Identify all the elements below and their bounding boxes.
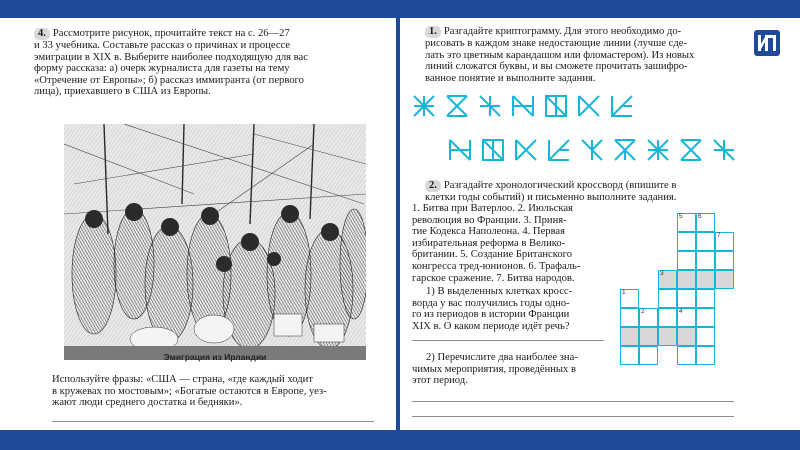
emigration-engraving-image — [64, 124, 366, 360]
phrases-line: жают люди среднего достатка и бедняки». — [52, 397, 243, 409]
task4-line: лица), приехавшего в США из Европы. — [34, 86, 211, 98]
clue-line: конгресса тред-юнионов. 6. Трафаль- — [412, 260, 581, 272]
sub1-line: XIX в. О каком периоде идёт речь? — [412, 320, 570, 332]
crossword-cell[interactable] — [715, 270, 734, 289]
crossword-number: 2 — [641, 308, 645, 315]
publisher-logo-icon — [754, 30, 780, 56]
task4-line: и 33 учебника. Составьте рассказ о причинах и процессе — [34, 40, 291, 51]
crossword-cell[interactable] — [620, 346, 639, 365]
publisher-logo — [754, 30, 780, 56]
crossword-cell[interactable] — [658, 289, 677, 308]
crossword-cell[interactable] — [696, 251, 715, 270]
clue-line: 1. Битва при Ватерлоо. 2. Июльская — [412, 203, 573, 214]
task4-line: форму рассказа: а) очерк журналиста для газеты на тему — [34, 63, 290, 75]
cryptogram-sign — [445, 94, 469, 118]
cryptogram-sign — [511, 94, 535, 118]
task2-line: Разгадайте хронологический кроссворд (впишите в — [443, 180, 677, 191]
cryptogram-sign — [448, 138, 472, 162]
task2-intro — [425, 180, 737, 204]
crossword-number: 6 — [698, 213, 702, 220]
task4-number: 4. — [34, 28, 50, 40]
crossword-cell[interactable] — [620, 327, 639, 346]
phrases-line: Используйте фразы: «США — страна, «где каждый ходит — [52, 374, 313, 385]
crossword-cell[interactable] — [677, 232, 696, 251]
crossword-cell[interactable] — [639, 346, 658, 365]
cryptogram-sign — [577, 94, 601, 118]
task1-line: ванное понятие и выполните задания. — [425, 72, 596, 84]
clue-line: избирательная реформа в Велико- — [412, 237, 566, 249]
task2-sub1 — [412, 286, 608, 332]
answer-line — [412, 340, 604, 341]
cryptogram-sign — [712, 138, 736, 162]
sub2-line: чимых мероприятия, проведённых в — [412, 363, 577, 375]
phrases-line: в кружевах по мостовым»; «Богатые остаются в Европе, уез- — [52, 385, 327, 397]
cryptogram-sign — [547, 138, 571, 162]
task4-line: «Отречение от Европы»; б) рассказ иммигранта (от первого — [34, 74, 304, 86]
crossword-cell[interactable] — [677, 346, 696, 365]
crossword-cell[interactable] — [696, 308, 715, 327]
crossword-cell[interactable] — [696, 232, 715, 251]
crossword-cell[interactable] — [696, 289, 715, 308]
task2-clues — [412, 203, 608, 284]
clue-line: революция во Франции. 3. Приня- — [412, 214, 567, 226]
crossword-cell[interactable] — [658, 308, 677, 327]
crossword-cell[interactable] — [658, 327, 677, 346]
task2-sub2 — [412, 352, 608, 387]
task1-line: рисовать в каждом знаке недостающие линии (лучше сде- — [425, 38, 687, 49]
task2-number: 2. — [425, 180, 441, 192]
answer-line — [52, 421, 374, 422]
clue-line: британии. 5. Создание Британского — [412, 249, 573, 261]
cryptogram-sign — [514, 138, 538, 162]
cryptogram-sign — [610, 94, 634, 118]
cryptogram-sign — [613, 138, 637, 162]
cryptogram-sign — [481, 138, 505, 162]
crossword-cell[interactable] — [620, 308, 639, 327]
task1-line: Разгадайте криптограмму. Для этого необходимо до- — [443, 26, 682, 37]
crossword-number: 5 — [679, 213, 683, 220]
crossword-cell[interactable] — [677, 327, 696, 346]
cryptogram-sign — [544, 94, 568, 118]
right-page — [400, 18, 800, 430]
task1-line: линий сложатся буквы, и вы сможете прочитать зашифро- — [425, 61, 688, 73]
task4-text — [34, 28, 374, 98]
crossword-number: 4 — [679, 308, 683, 315]
left-page — [0, 18, 396, 430]
cryptogram-sign — [412, 94, 436, 118]
crossword-number: 7 — [717, 232, 721, 239]
crossword-cell[interactable] — [696, 270, 715, 289]
cryptogram-sign — [679, 138, 703, 162]
crossword-cell[interactable] — [639, 327, 658, 346]
clue-line: гарское сражение. 7. Битва народов. — [412, 272, 575, 284]
crossword-number: 3 — [660, 270, 664, 277]
cryptogram-sign — [580, 138, 604, 162]
sub1-line: ворда у вас получились годы одно- — [412, 297, 570, 309]
illustration-caption: Эмиграция из Ирландии — [163, 352, 267, 362]
sub2-line: этот период. — [412, 375, 468, 387]
crossword-cell[interactable] — [696, 346, 715, 365]
crossword-cell[interactable] — [677, 251, 696, 270]
phrases-text — [52, 374, 376, 409]
crossword-cell[interactable] — [677, 270, 696, 289]
crossword-cell[interactable] — [696, 327, 715, 346]
cryptogram-sign — [478, 94, 502, 118]
cryptogram-sign — [646, 138, 670, 162]
crossword-cell[interactable] — [677, 289, 696, 308]
task4-line: эмиграции в XIX в. Выберите наиболее подходящую для вас — [34, 51, 308, 63]
task1-line: лать это цветным карандашом или фломастером). Из новых — [425, 49, 695, 61]
task1-number: 1. — [425, 26, 441, 38]
crossword-cell[interactable] — [715, 251, 734, 270]
sub1-line: 1) В выделенных клетках кросс- — [426, 286, 573, 297]
task2-line: клетки годы событий) и письменно выполните задания. — [425, 192, 677, 203]
clue-line: тие Кодекса Наполеона. 4. Первая — [412, 226, 566, 238]
answer-line — [412, 401, 734, 402]
task4-line: Рассмотрите рисунок, прочитайте текст на с. 26—27 — [52, 28, 290, 39]
task1-text — [425, 26, 737, 84]
sub2-line: 2) Перечислите два наиболее зна- — [426, 352, 578, 363]
sub1-line: го из периодов в истории Франции — [412, 309, 570, 321]
answer-line — [412, 416, 734, 417]
crossword-number: 1 — [622, 289, 626, 296]
